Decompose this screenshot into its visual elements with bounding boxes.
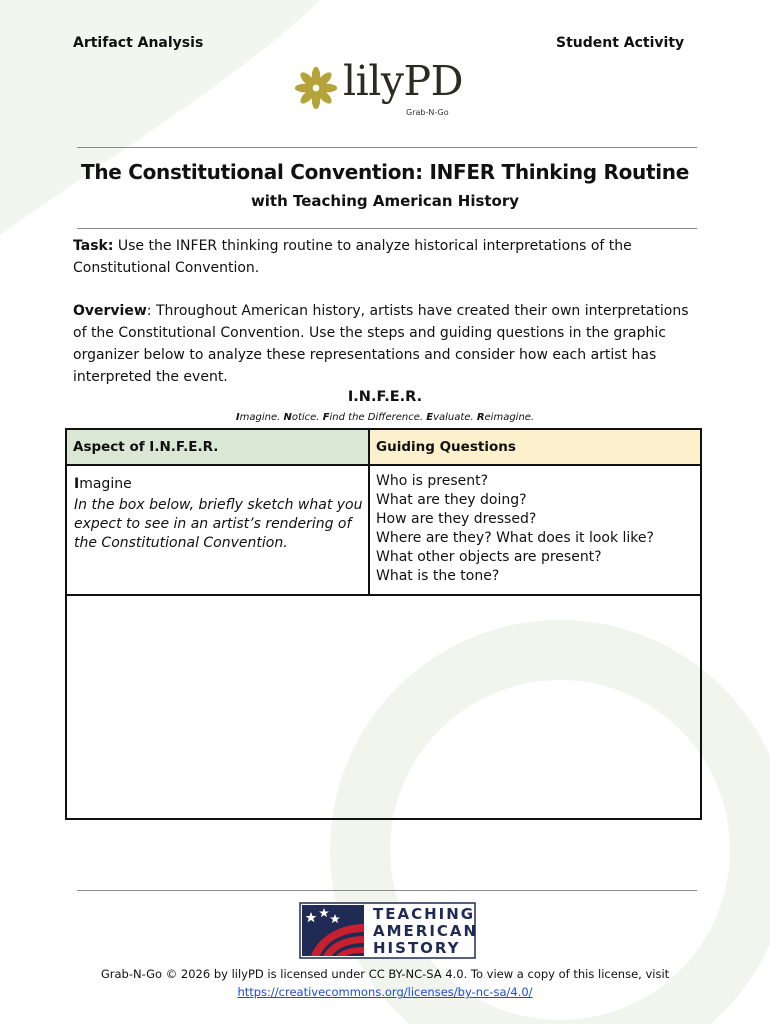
- aspect-header-label: Aspect of I.N.F.E.R.: [73, 439, 219, 455]
- page-title: The Constitutional Convention: INFER Thinking Routine: [81, 160, 689, 184]
- task-label: Task:: [73, 238, 114, 254]
- infer-step: Reimagine.: [476, 412, 535, 423]
- infer-step: Imagine.: [235, 412, 281, 423]
- graphic-organizer-table: [65, 428, 702, 820]
- imagine-aspect-cell: [65, 464, 370, 596]
- guiding-question: Who is present?: [376, 473, 489, 489]
- logo-line: AMERICAN: [373, 922, 479, 940]
- lilypd-logo: [293, 57, 493, 119]
- guiding-question: What are they doing?: [376, 492, 527, 508]
- teaching-american-history-logo: [299, 902, 479, 959]
- lily-flower-icon: [293, 65, 339, 111]
- infer-step: Notice.: [283, 412, 320, 423]
- header-category: Artifact Analysis: [73, 35, 204, 51]
- guiding-question: What is the tone?: [376, 568, 500, 584]
- guiding-questions-list: [376, 472, 654, 586]
- logo-tagline: Grab-N-Go: [406, 108, 449, 117]
- logo-wordmark: lilyPD: [343, 57, 463, 105]
- guiding-questions-cell: [368, 464, 702, 596]
- sketch-box[interactable]: [65, 594, 702, 820]
- questions-header-label: Guiding Questions: [376, 439, 516, 455]
- task-text: Use the INFER thinking routine to analyze historical interpretations of the Constitutional Convention.: [73, 238, 632, 276]
- infer-step: Find the Difference.: [322, 412, 424, 423]
- aspect-instructions: In the box below, briefly sketch what you expect to see in an artist’s rendering of the Constitutional Convention.: [74, 497, 363, 551]
- infer-step: Evaluate.: [426, 412, 474, 423]
- divider-top: [77, 147, 697, 148]
- logo-line: HISTORY: [373, 939, 461, 957]
- divider-mid: [77, 228, 697, 229]
- page-subtitle: with Teaching American History: [250, 192, 520, 210]
- license-text: Grab-N-Go © 2026 by lilyPD is licensed under CC BY-NC-SA 4.0. To view a copy of this license, visit: [100, 967, 670, 981]
- overview-paragraph: [73, 300, 703, 388]
- guiding-question: Where are they? What does it look like?: [376, 530, 654, 546]
- header-audience: Student Activity: [556, 35, 685, 51]
- infer-heading: I.N.F.E.R.: [347, 389, 423, 405]
- aspect-initial: I: [74, 476, 80, 492]
- guiding-question: How are they dressed?: [376, 511, 537, 527]
- license-link[interactable]: https://creativecommons.org/licenses/by-nc-sa/4.0/: [237, 985, 533, 999]
- task-paragraph: [73, 235, 703, 279]
- logo-line: TEACHING: [373, 905, 476, 923]
- aspect-rest: magine: [79, 476, 132, 492]
- license-notice: [0, 965, 770, 1001]
- overview-label: Overview: [73, 303, 147, 319]
- overview-text: : Throughout American history, artists have created their own interpretations of the Constitutional Convention. Use the steps and guiding questions in the graphic organizer below to analyze these representations and consider how each artist has interpreted the event.: [73, 303, 689, 385]
- aspect-name: [74, 476, 132, 492]
- infer-expansion: [0, 412, 770, 423]
- aspect-column-header: [65, 428, 370, 466]
- questions-column-header: [368, 428, 702, 466]
- divider-footer: [77, 890, 697, 891]
- guiding-question: What other objects are present?: [376, 549, 602, 565]
